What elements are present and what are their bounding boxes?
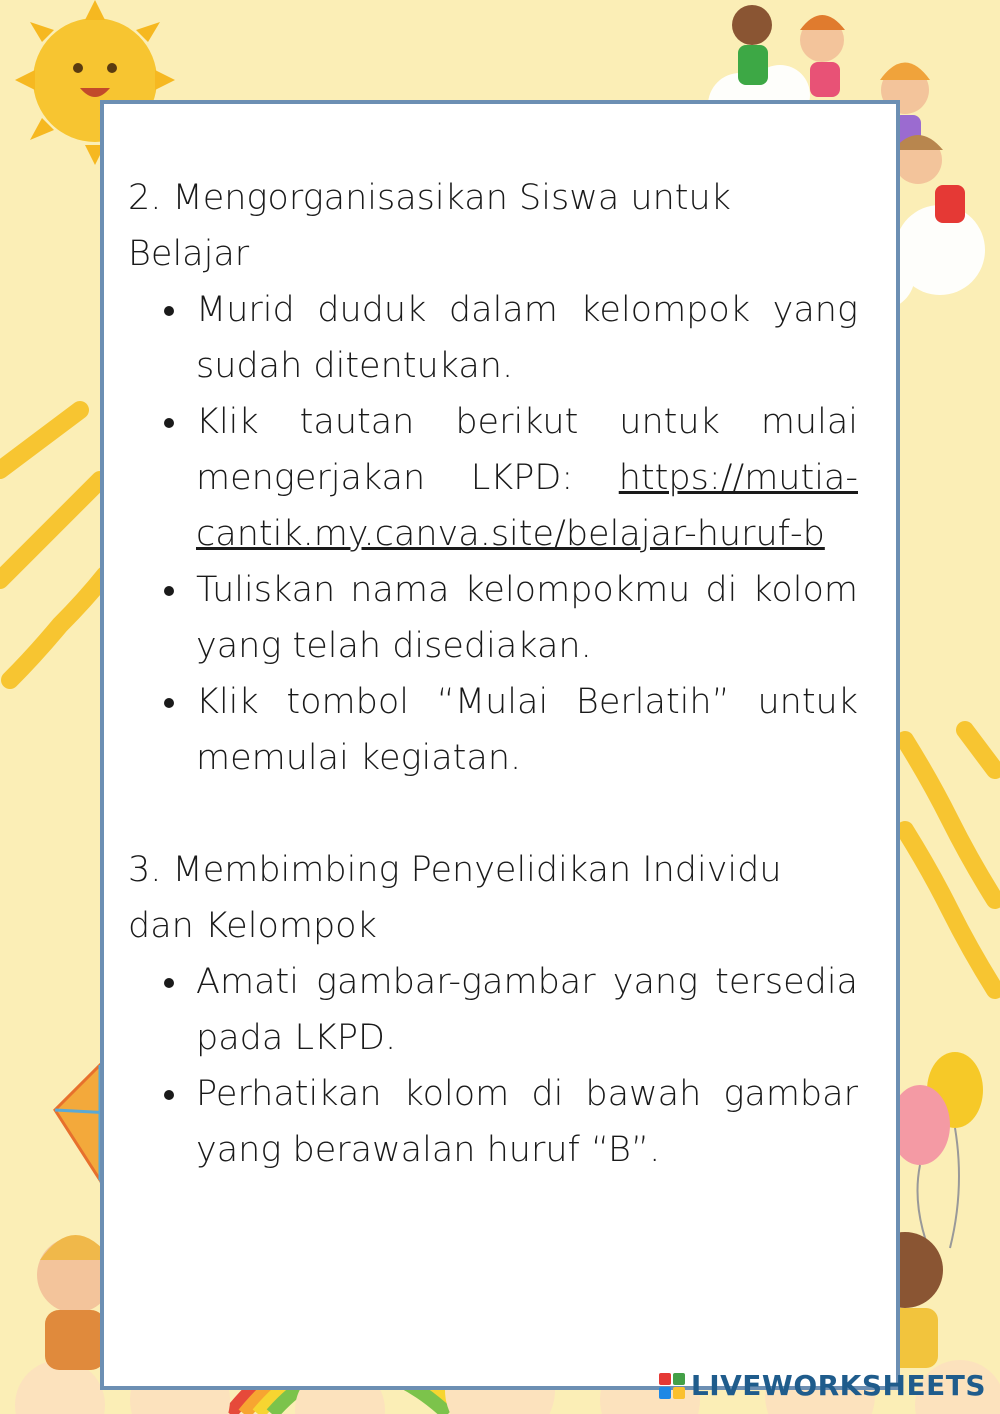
- content: [128, 170, 858, 1178]
- section-3-title: 3. Membimbing Penyelidikan Individu dan Kelompok: [128, 850, 782, 946]
- brand-text: LIVEWORKSHEETS: [690, 1369, 986, 1402]
- list-item: Tuliskan nama kelompokmu di kolom yang telah disediakan.: [128, 562, 858, 674]
- brand-grid-icon: [659, 1373, 685, 1399]
- section-2-list: [128, 282, 858, 786]
- list-item-text: Klik tautan berikut untuk mulai mengerjakan LKPD:: [196, 402, 858, 498]
- list-item: Amati gambar-gambar yang tersedia pada LKPD.: [128, 954, 858, 1066]
- ribbon-left-1: [0, 410, 105, 680]
- lkpd-link[interactable]: https://mutia-cantik.my.canva.site/belajar-huruf-b: [196, 458, 858, 554]
- list-item: Klik tombol “Mulai Berlatih” untuk memulai kegiatan.: [128, 674, 858, 786]
- list-item: Murid duduk dalam kelompok yang sudah ditentukan.: [128, 282, 858, 394]
- list-item: Perhatikan kolom di bawah gambar yang berawalan huruf “B”.: [128, 1066, 858, 1178]
- liveworksheets-logo[interactable]: [659, 1369, 986, 1402]
- list-item: [128, 394, 858, 562]
- section-2-title: 2. Mengorganisasikan Siswa untuk Belajar: [128, 178, 731, 274]
- ribbon-right: [905, 730, 995, 990]
- section-3-list: [128, 954, 858, 1178]
- spacer: [128, 786, 858, 842]
